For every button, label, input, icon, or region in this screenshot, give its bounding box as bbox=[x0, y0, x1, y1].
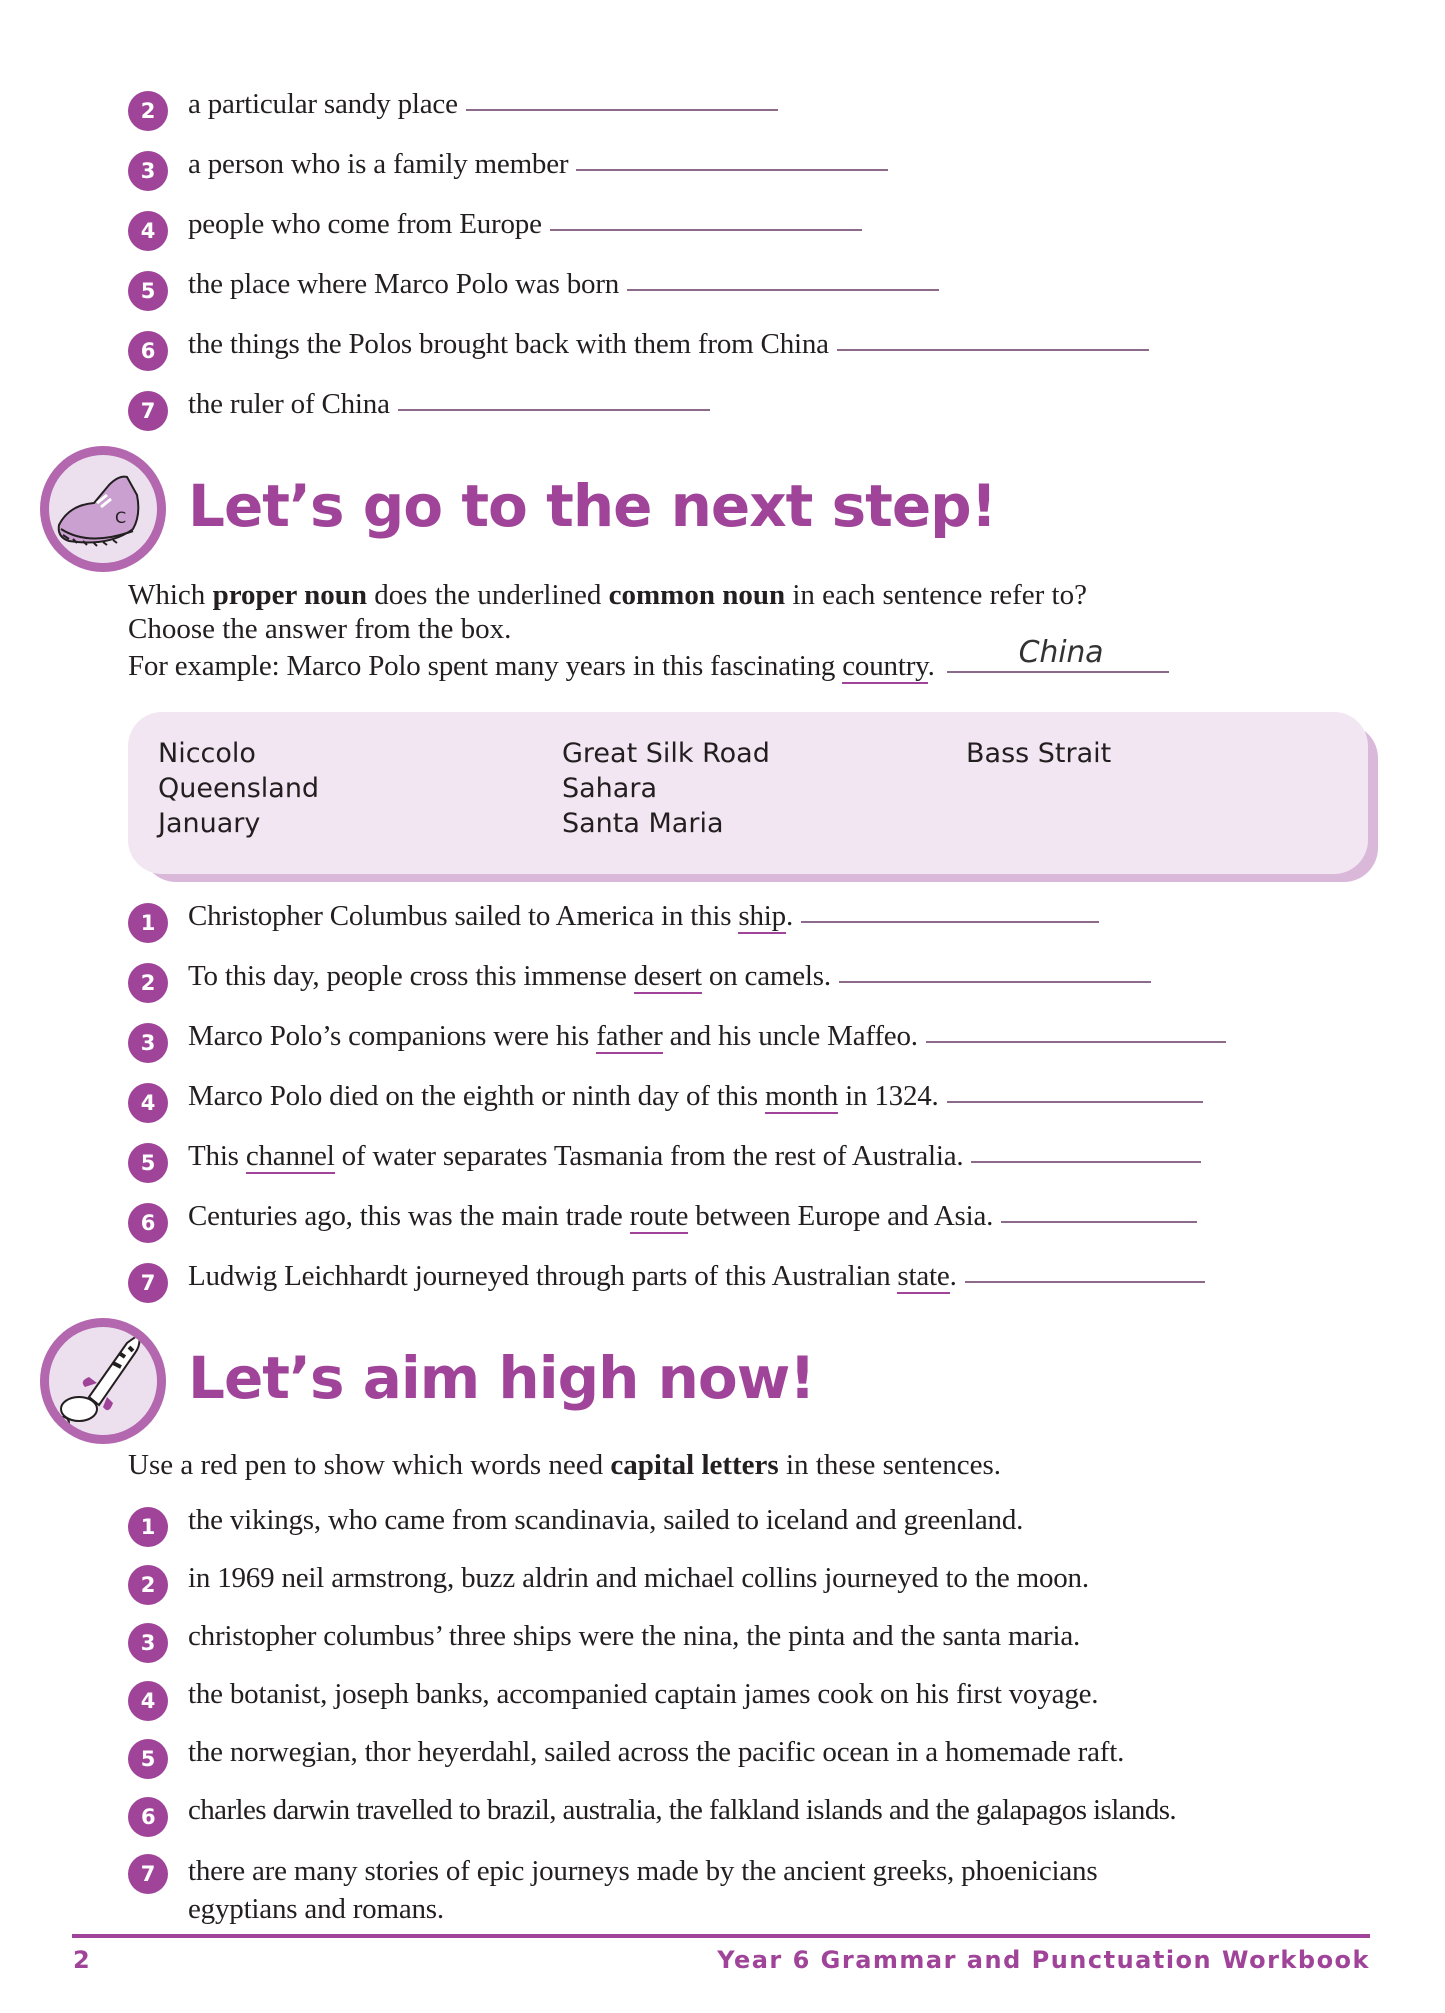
item-text[interactable] bbox=[188, 1852, 1097, 1928]
page-number: 2 bbox=[73, 1946, 90, 1974]
item-text bbox=[188, 1260, 957, 1293]
instruction-bold: common noun bbox=[608, 579, 786, 611]
number-badge: 7 bbox=[128, 1263, 168, 1303]
list-item bbox=[128, 148, 888, 188]
underlined-noun: desert bbox=[633, 960, 702, 992]
item-text[interactable]: the norwegian, thor heyerdahl, sailed across the pacific ocean in a homemade raft. bbox=[188, 1736, 1125, 1768]
number-badge: 2 bbox=[128, 1565, 168, 1605]
answer-blank[interactable] bbox=[971, 1161, 1201, 1163]
item-text bbox=[188, 1080, 939, 1113]
item-text bbox=[188, 900, 793, 933]
book-title: Year 6 Grammar and Punctuation Workbook bbox=[717, 1946, 1370, 1974]
instruction-text: in these sentences. bbox=[778, 1449, 1001, 1481]
number-badge: 4 bbox=[128, 1083, 168, 1123]
answer-blank[interactable] bbox=[1001, 1221, 1197, 1223]
example-text bbox=[128, 650, 935, 683]
item-text-line1: there are many stories of epic journeys made by the ancient greeks, phoenicians bbox=[188, 1855, 1098, 1887]
list-item bbox=[128, 1852, 1097, 1928]
list-item bbox=[128, 1200, 1197, 1240]
list-item bbox=[128, 88, 778, 128]
underlined-noun: channel bbox=[245, 1140, 335, 1172]
number-badge: 7 bbox=[128, 1854, 168, 1894]
item-text[interactable]: charles darwin travelled to brazil, australia, the falkland islands and the galapagos islands. bbox=[188, 1794, 1177, 1826]
list-item bbox=[128, 1678, 1098, 1718]
list-item bbox=[128, 1736, 1124, 1776]
item-text: the place where Marco Polo was born bbox=[188, 268, 620, 300]
item-text: a person who is a family member bbox=[188, 148, 569, 180]
example-post: . bbox=[927, 650, 935, 682]
list-item bbox=[128, 1140, 1201, 1180]
answer-blank bbox=[947, 671, 1169, 673]
list-item bbox=[128, 268, 939, 308]
underlined-noun: country bbox=[842, 650, 928, 682]
number-badge: 3 bbox=[128, 1623, 168, 1663]
number-badge: 3 bbox=[128, 151, 168, 191]
footer-divider bbox=[72, 1934, 1370, 1938]
item-text[interactable]: the vikings, who came from scandinavia, sailed to iceland and greenland. bbox=[188, 1504, 1024, 1536]
underlined-noun: route bbox=[629, 1200, 689, 1232]
number-badge: 4 bbox=[128, 1681, 168, 1721]
item-text: people who come from Europe bbox=[188, 208, 542, 240]
word-option: Santa Maria bbox=[562, 808, 724, 839]
number-badge: 1 bbox=[128, 1507, 168, 1547]
example-answer bbox=[947, 635, 1169, 683]
svg-text:C: C bbox=[115, 508, 127, 527]
item-text-post: between Europe and Asia. bbox=[688, 1200, 994, 1232]
sneaker-icon bbox=[40, 446, 166, 572]
instruction-text: in each sentence refer to? bbox=[785, 579, 1087, 611]
item-text-pre: To this day, people cross this immense bbox=[188, 960, 634, 992]
list-item bbox=[128, 1620, 1080, 1660]
item-text-pre: This bbox=[188, 1140, 246, 1172]
answer-blank[interactable] bbox=[466, 109, 778, 111]
answer-blank[interactable] bbox=[398, 409, 710, 411]
instructions bbox=[128, 578, 1087, 646]
item-text bbox=[188, 1020, 918, 1053]
answer-blank[interactable] bbox=[965, 1281, 1205, 1283]
instruction-text: Use a red pen to show which words need bbox=[128, 1449, 611, 1481]
section-title: Let’s go to the next step! bbox=[188, 472, 997, 540]
item-text-post: on camels. bbox=[701, 960, 831, 992]
item-text: the things the Polos brought back with them from China bbox=[188, 328, 829, 360]
answer-blank[interactable] bbox=[550, 229, 862, 231]
item-text bbox=[188, 1200, 993, 1233]
underlined-noun: state bbox=[897, 1260, 950, 1292]
underlined-noun: ship bbox=[738, 900, 786, 932]
example-answer-text: China bbox=[1018, 635, 1104, 670]
item-text: a particular sandy place bbox=[188, 88, 458, 120]
number-badge: 7 bbox=[128, 391, 168, 431]
word-option: Bass Strait bbox=[966, 738, 1112, 769]
instruction-text: Which bbox=[128, 579, 213, 611]
list-item bbox=[128, 208, 862, 248]
item-text[interactable]: in 1969 neil armstrong, buzz aldrin and michael collins journeyed to the moon. bbox=[188, 1562, 1089, 1594]
rocket-icon bbox=[40, 1318, 166, 1444]
word-option: Sahara bbox=[562, 773, 657, 804]
list-item bbox=[128, 900, 1099, 940]
number-badge: 2 bbox=[128, 963, 168, 1003]
instruction-text: does the underlined bbox=[367, 579, 609, 611]
item-text-post: and his uncle Maffeo. bbox=[662, 1020, 918, 1052]
list-item bbox=[128, 328, 1149, 368]
item-text bbox=[188, 1140, 963, 1173]
number-badge: 5 bbox=[128, 1143, 168, 1183]
answer-blank[interactable] bbox=[837, 349, 1149, 351]
item-text[interactable]: christopher columbus’ three ships were the nina, the pinta and the santa maria. bbox=[188, 1620, 1081, 1652]
number-badge: 5 bbox=[128, 271, 168, 311]
list-item bbox=[128, 1260, 1205, 1300]
list-item bbox=[128, 388, 710, 428]
number-badge: 3 bbox=[128, 1023, 168, 1063]
word-column bbox=[158, 736, 319, 841]
list-item bbox=[128, 1080, 1203, 1120]
word-option: Great Silk Road bbox=[562, 738, 770, 769]
item-text-post: . bbox=[949, 1260, 957, 1292]
item-text-post: . bbox=[785, 900, 794, 932]
example-pre: For example: Marco Polo spent many years in this fascinating bbox=[128, 650, 843, 682]
item-text-pre: Christopher Columbus sailed to America in this bbox=[188, 900, 739, 932]
item-text-line2: egyptians and romans. bbox=[188, 1893, 444, 1925]
number-badge: 4 bbox=[128, 211, 168, 251]
list-item bbox=[128, 1794, 1176, 1834]
word-option: Queensland bbox=[158, 773, 320, 804]
item-text[interactable]: the botanist, joseph banks, accompanied captain james cook on his first voyage. bbox=[188, 1678, 1099, 1710]
list-item bbox=[128, 1504, 1023, 1544]
answer-blank[interactable] bbox=[947, 1101, 1203, 1103]
number-badge: 6 bbox=[128, 331, 168, 371]
item-text bbox=[188, 960, 831, 993]
instructions bbox=[128, 1448, 1001, 1482]
underlined-noun: father bbox=[596, 1020, 663, 1052]
number-badge: 1 bbox=[128, 903, 168, 943]
item-text: the ruler of China bbox=[188, 388, 390, 420]
word-option: Niccolo bbox=[158, 738, 256, 769]
word-column bbox=[562, 736, 770, 841]
list-item bbox=[128, 960, 1151, 1000]
number-badge: 2 bbox=[128, 91, 168, 131]
answer-blank[interactable] bbox=[576, 169, 888, 171]
item-text-post: of water separates Tasmania from the rest of Australia. bbox=[334, 1140, 964, 1172]
instruction-bold: proper noun bbox=[212, 579, 368, 611]
instruction-line2: Choose the answer from the box. bbox=[128, 613, 512, 645]
word-box-face bbox=[128, 712, 1368, 874]
number-badge: 6 bbox=[128, 1203, 168, 1243]
answer-blank[interactable] bbox=[627, 289, 939, 291]
list-item bbox=[128, 1020, 1226, 1060]
underlined-noun: month bbox=[764, 1080, 839, 1112]
item-text-post: in 1324. bbox=[838, 1080, 939, 1112]
word-option: January bbox=[158, 808, 261, 839]
instruction-bold: capital letters bbox=[610, 1449, 779, 1481]
answer-blank[interactable] bbox=[801, 921, 1099, 923]
answer-blank[interactable] bbox=[839, 981, 1151, 983]
word-box bbox=[128, 712, 1368, 874]
item-text-pre: Centuries ago, this was the main trade bbox=[188, 1200, 630, 1232]
number-badge: 5 bbox=[128, 1739, 168, 1779]
item-text-pre: Ludwig Leichhardt journeyed through parts of this Australian bbox=[188, 1260, 898, 1292]
word-column bbox=[966, 736, 1111, 771]
example-row bbox=[128, 635, 1169, 683]
section-title: Let’s aim high now! bbox=[188, 1344, 815, 1412]
item-text-pre: Marco Polo died on the eighth or ninth day of this bbox=[188, 1080, 765, 1112]
item-text-pre: Marco Polo’s companions were his bbox=[188, 1020, 597, 1052]
answer-blank[interactable] bbox=[926, 1041, 1226, 1043]
number-badge: 6 bbox=[128, 1797, 168, 1837]
list-item bbox=[128, 1562, 1089, 1602]
